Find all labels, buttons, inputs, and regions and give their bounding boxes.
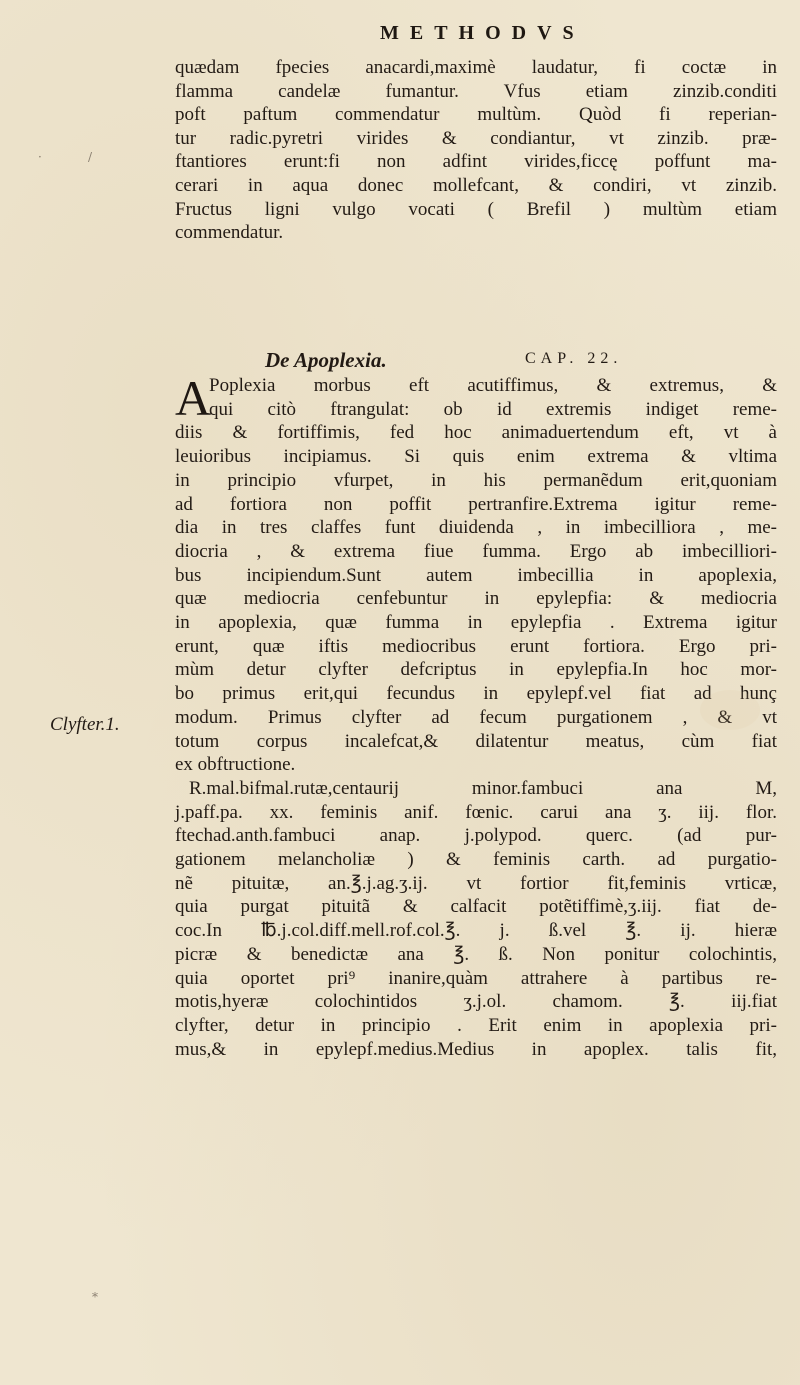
text-line: R.mal.bifmal.rutæ,centaurij minor.fambuci ana M, [189,777,777,799]
text-line: Fructus ligni vulgo vocati ( Brefil ) multùm etiam [175,198,777,220]
text-line: motis,hyeræ colochintidos ʒ.j.ol. chamom. ℥. iij.fiat [175,991,777,1013]
text-line: in principio vfurpet, in his permanẽdum erit,quoniam [175,469,777,491]
text-line: Poplexia morbus eft acutiffimus, & extremus, & [209,375,777,396]
text-line: mus,& in epylepf.medius.Medius in apoplex. talis fit, [175,1038,777,1060]
text-line: modum. Primus clyfter ad fecum purgationem , & vt [175,706,777,728]
text-line: ftantiores erunt:fi non adfint virides,ficcę poffunt ma- [175,151,777,173]
paper-mark: / [88,150,93,164]
paper-mark: * [92,1290,98,1304]
text-line: leuioribus incipiamus. Si quis enim extrema & vltima [175,446,777,468]
text-line: ftechad.anth.fambuci anap. j.polypod. querc. (ad pur- [175,825,777,847]
running-head: METHODVS [380,22,585,44]
text-line: quædam fpecies anacardi,maximè laudatur, fi coctæ in [175,57,777,78]
text-line: dia in tres claffes funt diuidenda , in imbecilliora , me- [175,517,777,539]
text-line: nẽ pituitæ, an.℥.j.ag.ʒ.ij. vt fortior fit,feminis vrticæ, [175,872,777,894]
text-line: commendatur. [175,222,284,244]
marginal-note: Clyfter.1. [50,714,120,735]
text-line: poft paftum commendatur multùm. Quòd fi reperian- [175,104,777,126]
text-line: in apoplexia, quæ fumma in epylepfia . Extrema igitur [175,612,777,634]
text-line: cerari in aqua donec mollefcant, & condiri, vt zinzib. [175,174,777,196]
text-line: quæ mediocria cenfebuntur in epylepfia: & mediocria [175,588,777,610]
text-line: coc.In ℔.j.col.diff.mell.rof.col.℥. j. ß.vel ℥. ij. hieræ [175,920,777,942]
text-line: clyfter, detur in principio . Erit enim in apoplexia pri- [175,1014,777,1036]
text-line: totum corpus incalefcat,& dilatentur meatus, cùm fiat [175,730,777,752]
text-line: diis & fortiffimis, fed hoc animaduertendum eft, vt à [175,422,777,444]
chapter-title: De Apoplexia. [265,348,387,372]
text-line: tur radic.pyretri virides & condiantur, vt zinzib. præ- [175,127,777,149]
text-line: bo primus erit,qui fecundus in epylepf.vel fiat ad hunç [175,683,777,705]
text-line: flamma candelæ fumantur. Vfus etiam zinzib.conditi [175,80,777,102]
text-line: quia purgat pituitã & calfacit potẽtiffimè,ʒ.iij. fiat de- [175,896,777,918]
text-line: ad fortiora non poffit pertranfire.Extrema igitur reme- [175,493,777,515]
chapter-number: CAP. 22. [525,350,623,367]
top-paragraph [175,56,777,245]
paper-mark: · [38,150,42,164]
text-line: picræ & benedictæ ana ℥. ß. Non ponitur colochintis, [175,943,777,965]
text-line: j.paff.pa. xx. feminis anif. fœnic. carui ana ʒ. iij. flor. [175,801,777,823]
text-line: ex obftructione. [175,754,296,776]
text-line: qui citò ftrangulat: ob id extremis indiget reme- [209,398,777,420]
paper-stain [700,690,760,730]
text-line: diocria , & extrema fiue fumma. Ergo ab imbecilliori- [175,540,777,562]
text-line: quia oportet pri⁹ inanire,quàm attrahere à partibus re- [175,967,777,989]
text-line: erunt, quæ iftis mediocribus erunt fortiora. Ergo pri- [175,635,777,657]
chapter-body [175,370,777,1061]
drop-initial: A [175,370,212,426]
text-line: bus incipiendum.Sunt autem imbecillia in apoplexia, [175,564,777,586]
text-line: gationem melancholiæ ) & feminis carth. ad purgatio- [175,849,777,871]
chapter-heading [175,348,775,376]
text-line: mùm detur clyfter defcriptus in epylepfia.In hoc mor- [175,659,777,681]
